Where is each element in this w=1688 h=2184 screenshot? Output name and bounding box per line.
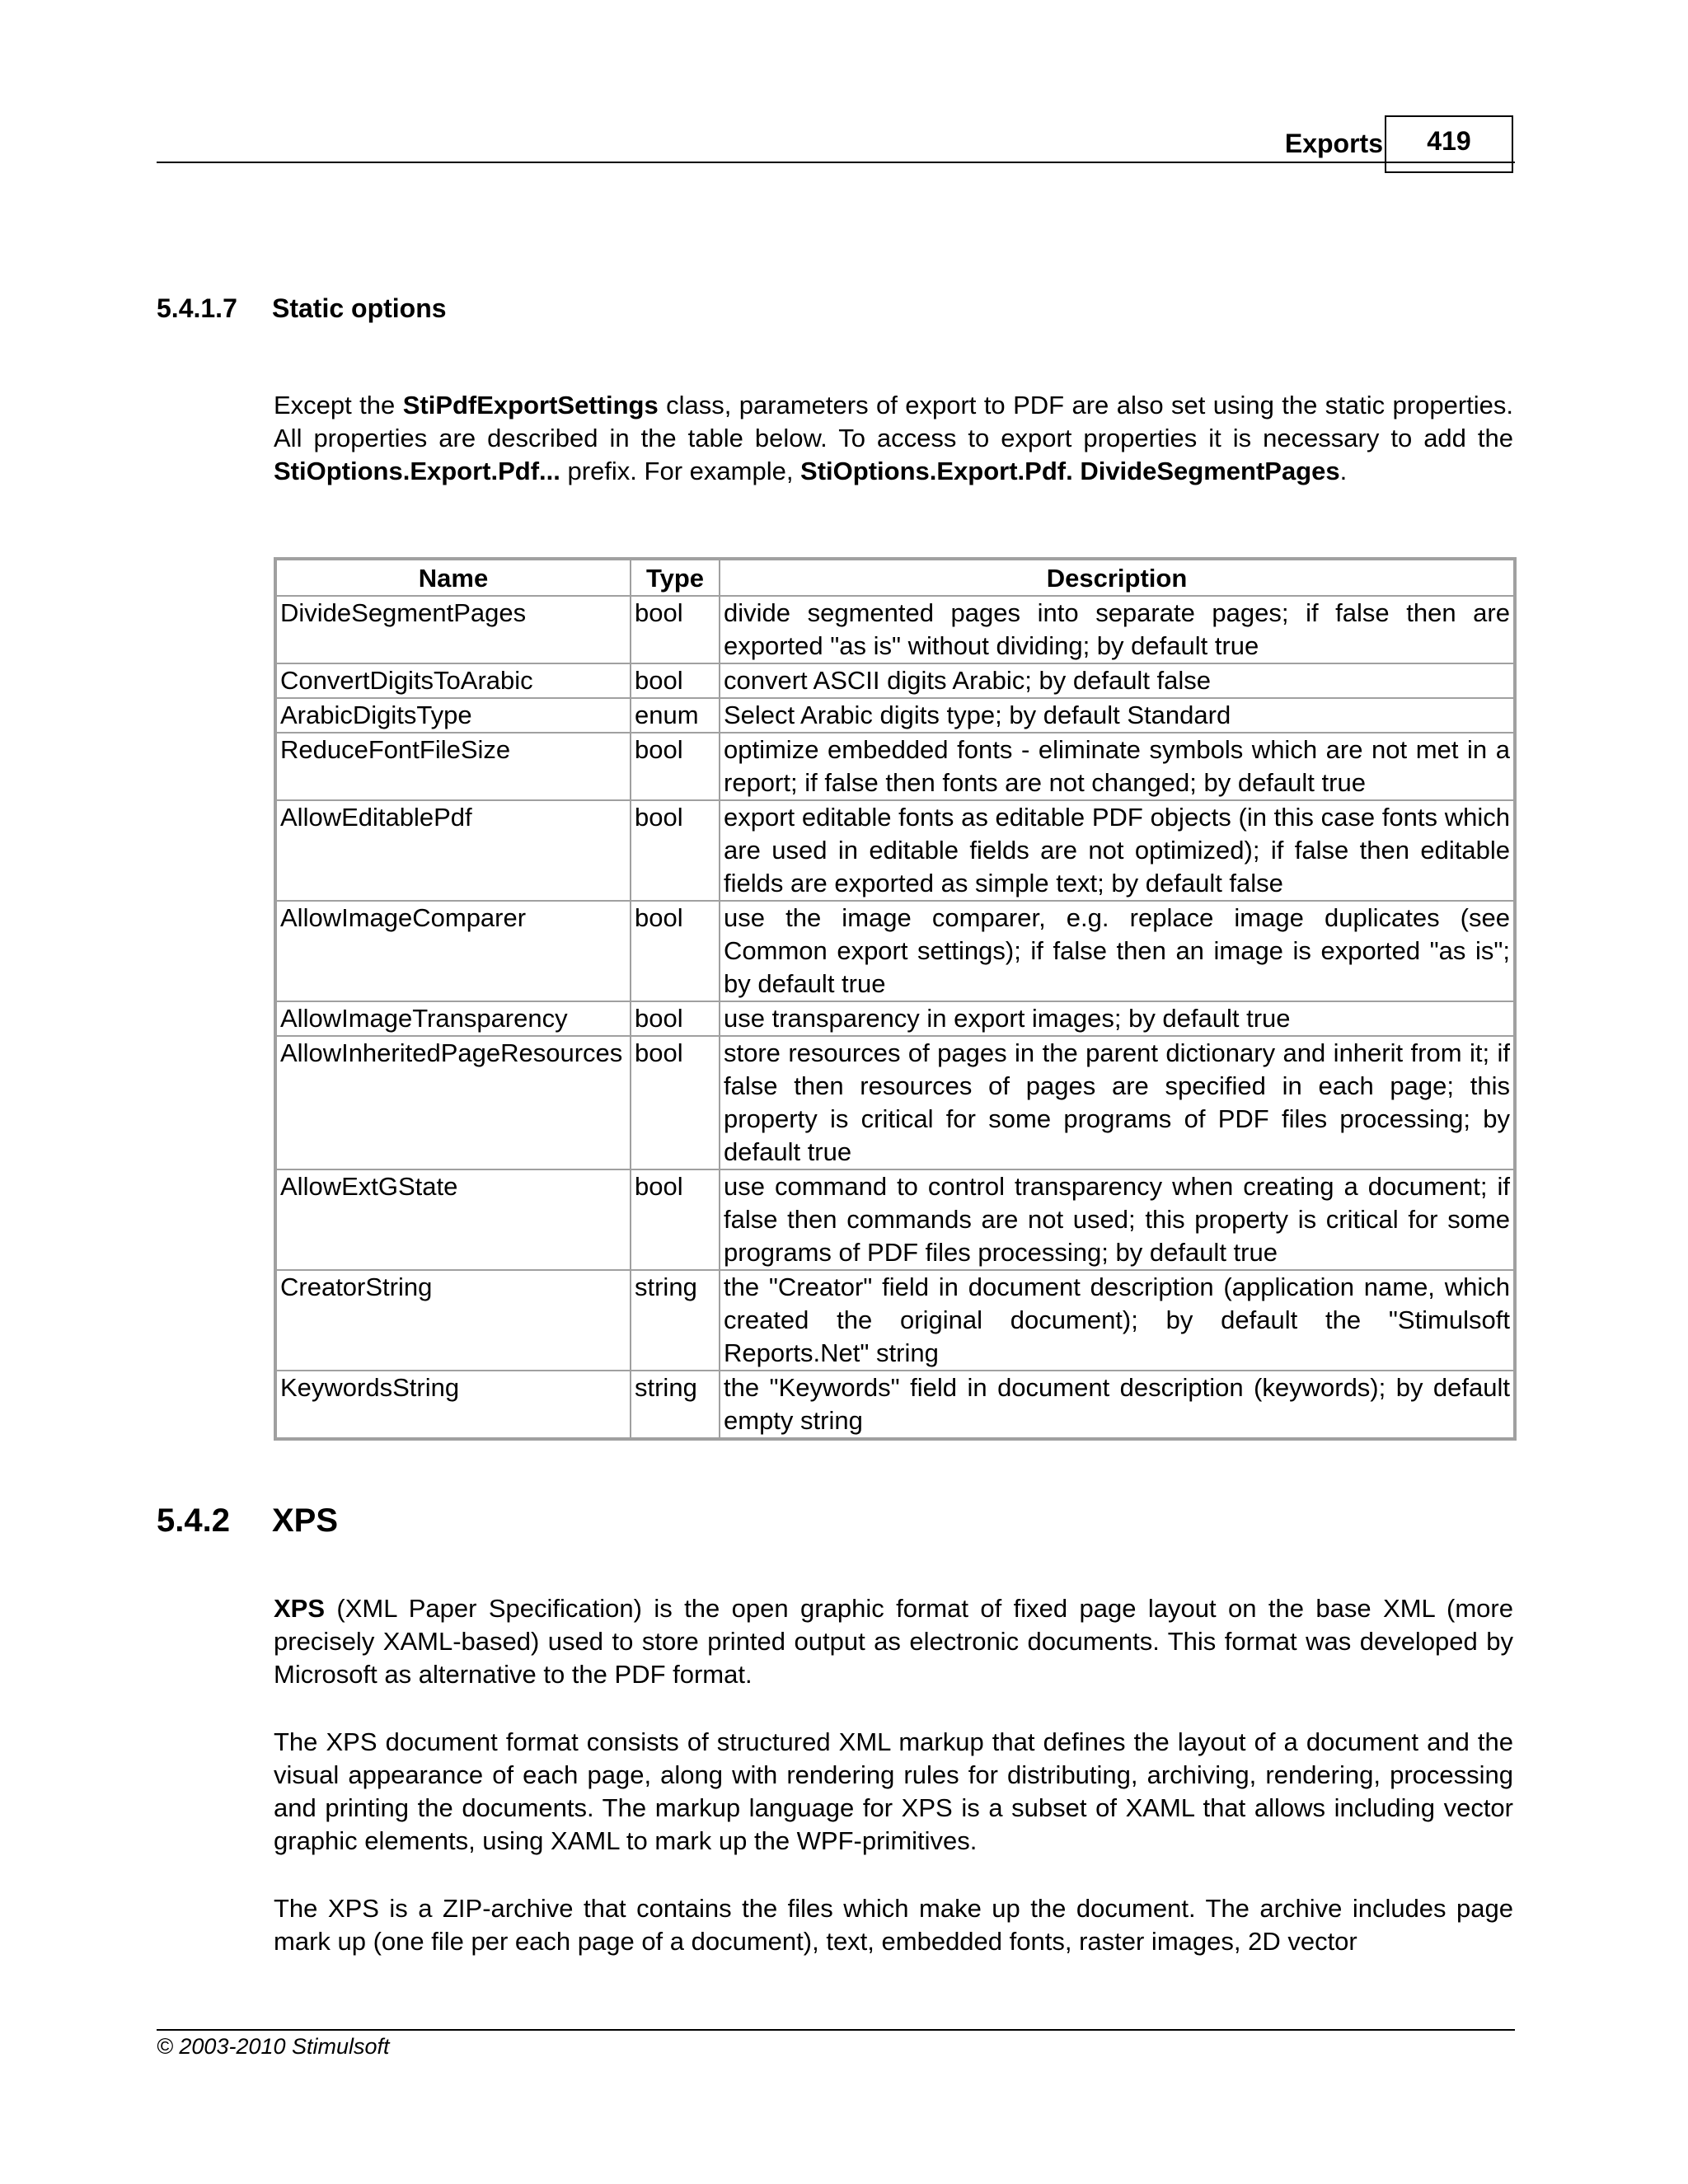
table-row: [275, 800, 1515, 901]
cell-type: bool: [631, 1169, 720, 1270]
cell-description: Select Arabic digits type; by default Standard: [720, 698, 1515, 733]
subsection-title: Static options: [272, 293, 447, 323]
table-row: [275, 1371, 1515, 1439]
cell-name: KeywordsString: [275, 1371, 631, 1439]
intro-text-4: .: [1339, 457, 1348, 485]
cell-type: bool: [631, 1001, 720, 1036]
intro-class-name: StiPdfExportSettings: [402, 391, 659, 419]
cell-description: use transparency in export images; by default true: [720, 1001, 1515, 1036]
cell-name: AllowImageTransparency: [275, 1001, 631, 1036]
cell-name: AllowExtGState: [275, 1169, 631, 1270]
intro-text-2: class, parameters of export to PDF are also set using the static properties. All properties are described in the table below. To access to export properties it is necessary to add the: [274, 391, 1514, 452]
section-number: 5.4.2: [157, 1502, 230, 1539]
properties-table: [274, 557, 1517, 1441]
table-row: [275, 1270, 1515, 1371]
cell-name: DivideSegmentPages: [275, 596, 631, 663]
table-row: [275, 698, 1515, 733]
cell-name: AllowImageComparer: [275, 901, 631, 1001]
cell-description: divide segmented pages into separate pages; if false then are exported "as is" without dividing; by default true: [720, 596, 1515, 663]
section-heading: [157, 1500, 338, 1541]
cell-name: AllowEditablePdf: [275, 800, 631, 901]
cell-type: bool: [631, 1036, 720, 1169]
xps-paragraph-3: The XPS is a ZIP-archive that contains the files which make up the document. The archive includes page mark up (one file per each page of a document), text, embedded fonts, raster images, 2D vector: [274, 1894, 1513, 1956]
xps-paragraph-1: [274, 1592, 1513, 1691]
intro-text-3: prefix. For example,: [560, 457, 801, 485]
table-row: [275, 1001, 1515, 1036]
table-row: [275, 901, 1515, 1001]
intro-paragraph: [274, 389, 1513, 488]
cell-description: the "Creator" field in document description (application name, which created the original document); by default the "Stimulsoft Reports.Net" string: [720, 1270, 1515, 1371]
cell-name: AllowInheritedPageResources: [275, 1036, 631, 1169]
intro-example: StiOptions.Export.Pdf. DivideSegmentPages: [800, 457, 1340, 485]
cell-name: ReduceFontFileSize: [275, 733, 631, 800]
xps-term: XPS: [274, 1594, 326, 1623]
footer-rule: [157, 2029, 1515, 2031]
xps-p1-text: (XML Paper Specification) is the open graphic format of fixed page layout on the base XML (more precisely XAML-based) used to store printed output as electronic documents. This format was developed by Microsoft as alternative to the PDF format.: [274, 1594, 1513, 1689]
column-header-name: Name: [275, 559, 631, 596]
running-header-section: Exports: [1284, 129, 1383, 158]
properties-table-wrapper: [274, 557, 1513, 1441]
cell-description: the "Keywords" field in document description (keywords); by default empty string: [720, 1371, 1515, 1439]
cell-name: ArabicDigitsType: [275, 698, 631, 733]
cell-description: use the image comparer, e.g. replace image duplicates (see Common export settings); if false then an image is exported "as is"; by default true: [720, 901, 1515, 1001]
cell-name: ConvertDigitsToArabic: [275, 663, 631, 698]
intro-text-1: Except the: [274, 391, 403, 419]
page-number: 419: [1427, 126, 1471, 156]
cell-description: store resources of pages in the parent dictionary and inherit from it; if false then resources of pages are specified in each page; this property is critical for some programs of PDF files processing; by default true: [720, 1036, 1515, 1169]
subsection-heading: [157, 292, 447, 325]
column-header-description: Description: [720, 559, 1515, 596]
table-row: [275, 1169, 1515, 1270]
footer-copyright: © 2003-2010 Stimulsoft: [157, 2034, 390, 2059]
header-rule: [157, 162, 1515, 163]
cell-type: string: [631, 1270, 720, 1371]
cell-type: bool: [631, 663, 720, 698]
table-header-row: [275, 559, 1515, 596]
cell-type: enum: [631, 698, 720, 733]
cell-description: export editable fonts as editable PDF objects (in this case fonts which are used in editable fields are not optimized); if false then editable fields are exported as simple text; by default false: [720, 800, 1515, 901]
table-row: [275, 596, 1515, 663]
cell-description: optimize embedded fonts - eliminate symbols which are not met in a report; if false then fonts are not changed; by default true: [720, 733, 1515, 800]
table-row: [275, 1036, 1515, 1169]
table-row: [275, 733, 1515, 800]
cell-type: string: [631, 1371, 720, 1439]
intro-prefix: StiOptions.Export.Pdf...: [274, 457, 560, 485]
section-title: XPS: [272, 1502, 339, 1539]
cell-type: bool: [631, 733, 720, 800]
subsection-number: 5.4.1.7: [157, 293, 237, 323]
cell-type: bool: [631, 596, 720, 663]
xps-paragraph-2: The XPS document format consists of structured XML markup that defines the layout of a document and the visual appearance of each page, along with rendering rules for distributing, archiving, rendering, processing and printing the documents. The markup language for XPS is a subset of XAML that allows including vector graphic elements, using XAML to mark up the WPF-primitives.: [274, 1727, 1513, 1855]
cell-description: use command to control transparency when creating a document; if false then commands are not used; this property is critical for some programs of PDF files processing; by default true: [720, 1169, 1515, 1270]
cell-description: convert ASCII digits Arabic; by default false: [720, 663, 1515, 698]
cell-type: bool: [631, 800, 720, 901]
cell-name: CreatorString: [275, 1270, 631, 1371]
column-header-type: Type: [631, 559, 720, 596]
page-number-box: [1385, 115, 1513, 173]
table-row: [275, 663, 1515, 698]
cell-type: bool: [631, 901, 720, 1001]
